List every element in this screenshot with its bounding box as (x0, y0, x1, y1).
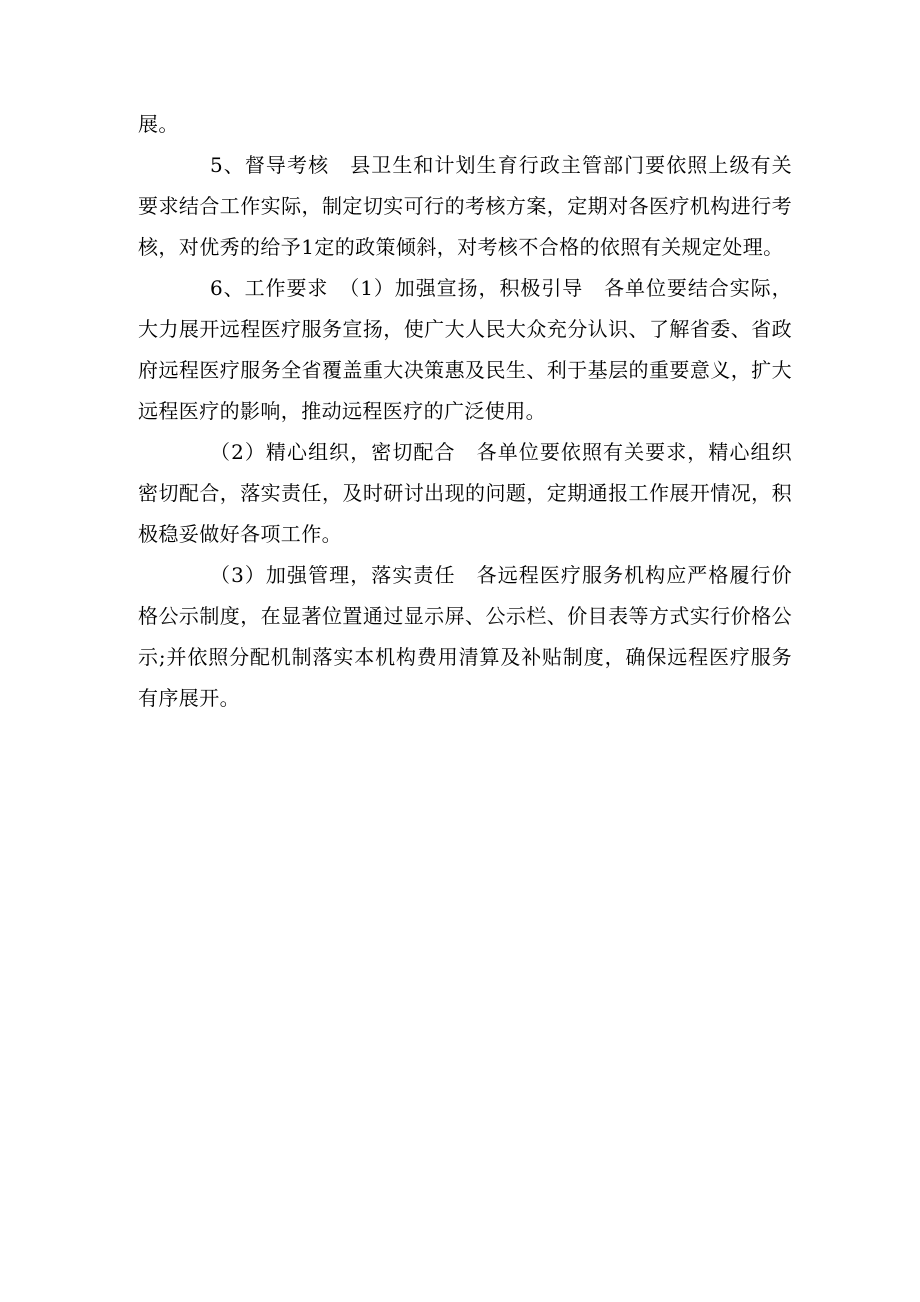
paragraph-management: （3）加强管理，落实责任 各远程医疗服务机构应严格履行价格公示制度，在显著位置通过显示屏、公示栏、价目表等方式实行价格公示;并依照分配机制落实本机构费用清算及补贴制度，确保远程医疗服务有序展开。 (138, 563, 792, 710)
paragraph-supervision-assessment: 5、督导考核 县卫生和计划生育行政主管部门要依照上级有关要求结合工作实际，制定切实可行的考核方案，定期对各医疗机构进行考核，对优秀的给予1定的政策倾斜，对考核不合格的依照有关规定处理。 (138, 153, 792, 259)
paragraph-work-requirements: 6、工作要求 （1）加强宣扬，积极引导 各单位要结合实际，大力展开远程医疗服务宣扬，使广大人民大众充分认识、了解省委、省政府远程医疗服务全省覆盖重大决策惠及民生、利于基层的重要意义，扩大远程医疗的影响，推动远程医疗的广泛使用。 (138, 276, 792, 423)
paragraph-organization: （2）精心组织，密切配合 各单位要依照有关要求，精心组织密切配合，落实责任，及时研讨出现的问题，定期通报工作展开情况，积极稳妥做好各项工作。 (138, 440, 792, 546)
paragraph-continuation: 展。 (138, 112, 179, 136)
document-body (138, 104, 792, 719)
